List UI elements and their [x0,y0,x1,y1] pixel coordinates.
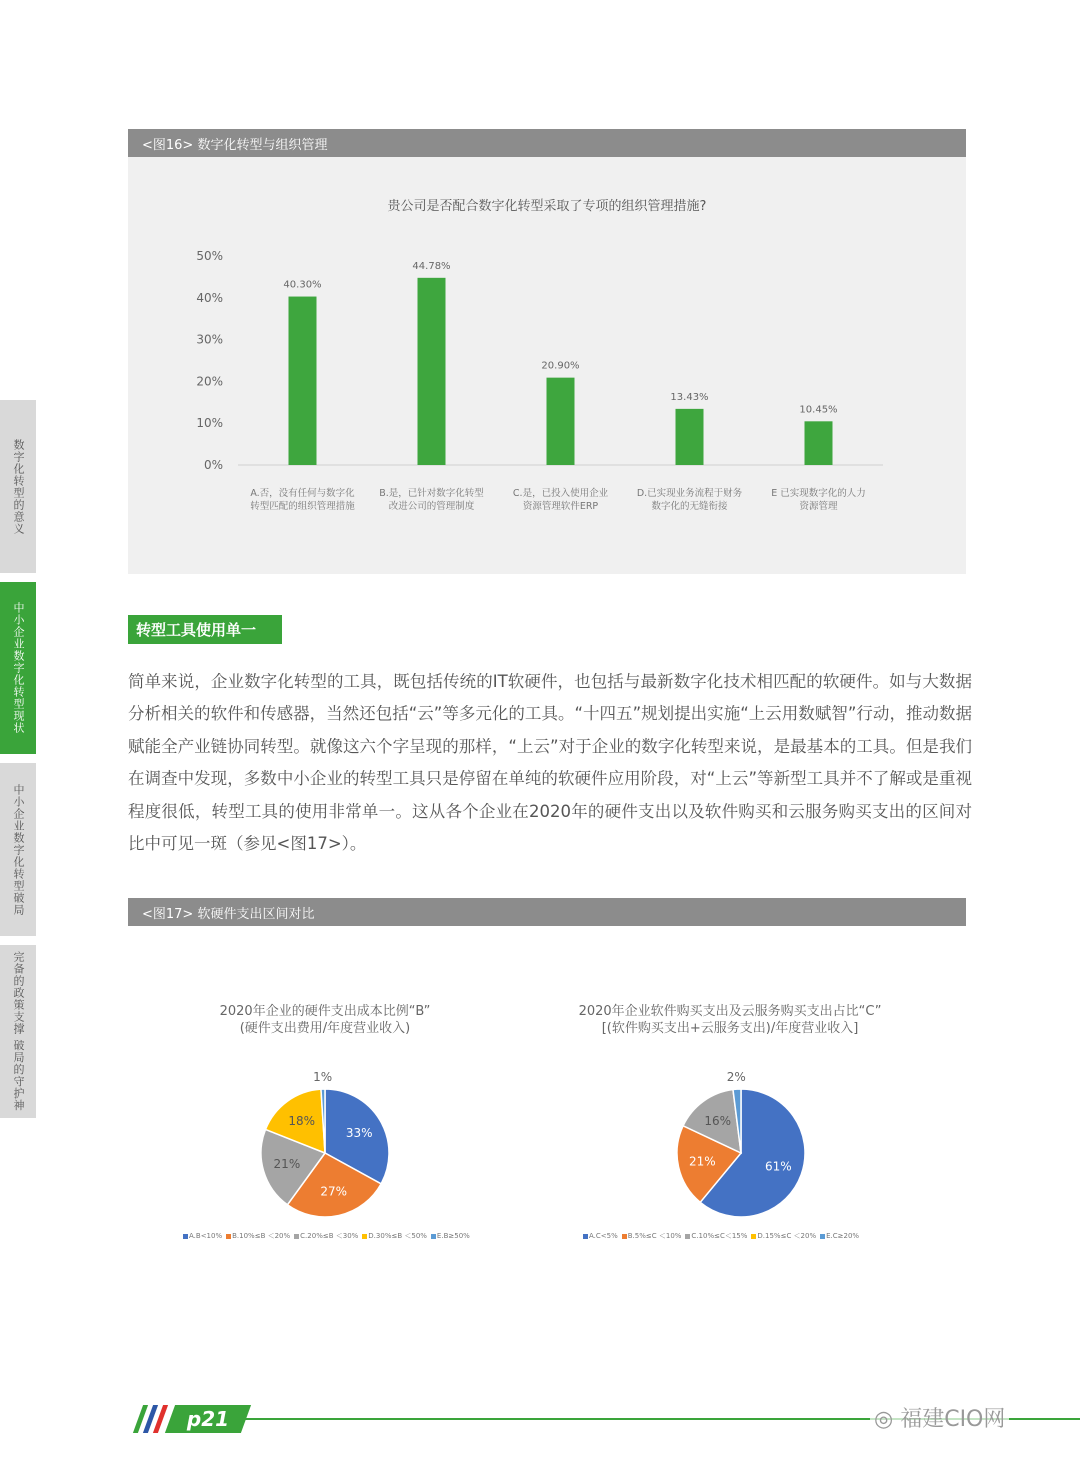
legend-label: C.10%≤C＜15% [691,1232,748,1240]
figure16-chart-area [128,157,966,574]
pie-slice-label: 2% [726,1070,746,1085]
bar [805,421,833,465]
figure17-caption: <图17> 软硬件支出区间对比 [128,898,966,926]
legend-item [751,1231,816,1241]
pie1-title [180,1003,470,1037]
bar [547,378,575,465]
x-category-label: C.是，已投入使用企业 [512,488,609,499]
pie2-title-line1: 2020年企业软件购买支出及云服务购买支出占比“C” [578,1004,882,1019]
x-category-label: D.已实现业务流程于财务 [636,488,743,499]
x-category-label: 转型匹配的组织管理措施 [250,501,355,512]
x-category-label: A.否，没有任何与数字化 [250,488,355,499]
side-tab-status[interactable] [0,582,36,754]
y-tick-label: 50% [196,249,223,263]
legend-swatch [685,1234,690,1239]
legend-swatch [751,1234,756,1239]
pie-slice-label: 16% [704,1113,732,1128]
legend-item [183,1232,222,1240]
body-paragraph: 简单来说，企业数字化转型的工具，既包括传统的IT软硬件，也包括与最新数字化技术相匹配的软硬件。如与大数据分析相关的软件和传感器，当然还包括“云”等多元化的工具。“十四五”规划提出实施“上云用数赋智”行动，推动数据赋能全产业链协同转型。就像这六个字呈现的那样，“上云”对于企业的数字化转型来说，是最基本的工具。但是我们在调查中发现，多数中小企业的转型工具只是停留在单纯的软硬件应用阶段，对“上云”等新型工具并不了解或是重视程度很低，转型工具的使用非常单一。这从各个企业在2020年的硬件支出以及软件购买和云服务购买支出的区间对比中可见一斑（参见<图17>）。 [128,672,972,854]
legend-item [820,1232,859,1240]
pie-slice-label: 27% [320,1184,347,1199]
wechat-icon: ◎ [874,1407,901,1432]
pie2-legend [583,1231,863,1241]
legend-label: E.B≥50% [436,1232,470,1240]
y-tick-label: 10% [196,416,223,431]
pie1-legend [183,1231,474,1241]
x-category-label: B.是，已针对数字化转型 [379,488,484,499]
legend-swatch [226,1234,231,1239]
pie-slice-label: 1% [313,1070,333,1085]
pie1-title-line1: 2020年企业的硬件支出成本比例“B” [219,1004,431,1019]
pie-slice-label: 21% [273,1157,301,1172]
x-category-label: 改进公司的管理制度 [388,501,475,512]
legend-label: D.30%≤B ＜50% [368,1232,427,1240]
legend-item [685,1231,747,1241]
pie-slice-label: 18% [288,1113,316,1128]
y-tick-label: 0% [203,458,223,472]
pie2-title-line2: [(软件购买支出+云服务支出)/年度营业收入] [601,1021,859,1036]
legend-item [294,1231,358,1241]
pie-slice-label: 33% [345,1125,373,1140]
x-category-label: 数字化的无缝衔接 [651,501,728,512]
chart-title: 贵公司是否配合数字化转型采取了专项的组织管理措施? [387,199,707,214]
bar [676,409,704,465]
y-tick-label: 40% [196,290,223,305]
pie-slice-label: 21% [688,1154,716,1169]
figure16-caption: <图16> 数字化转型与组织管理 [128,129,966,157]
bar-value-label: 13.43% [670,391,709,403]
x-category-label: 资源管理软件ERP [522,501,599,512]
side-tab-significance[interactable] [0,400,36,573]
legend-label: A.C<5% [589,1232,618,1240]
y-tick-label: 20% [196,374,223,389]
legend-item [583,1232,618,1240]
bar [289,297,317,465]
side-tab-breakthrough[interactable] [0,763,36,936]
bar-value-label: 10.45% [799,404,838,416]
pie-slice-label: 61% [764,1159,792,1174]
legend-item [622,1231,682,1241]
legend-label: E.C≥20% [826,1232,860,1240]
x-category-label: E 已实现数字化的人力 [771,488,866,499]
bar [418,278,446,465]
watermark-text: 福建CIO网 [900,1407,1006,1432]
legend-label: A.B<10% [189,1232,223,1240]
bar-value-label: 40.30% [283,279,322,291]
section-heading: 转型工具使用单一 [128,615,282,644]
legend-swatch [183,1234,188,1239]
bar-value-label: 20.90% [541,360,580,372]
bar-chart [128,157,966,574]
pie2-title [545,1003,915,1037]
x-category-label: 资源管理 [799,501,838,512]
legend-swatch [583,1234,588,1239]
legend-label: B.10%≤B ＜20% [232,1232,291,1240]
pie1-title-line2: (硬件支出费用/年度营业收入) [239,1021,411,1036]
legend-label: D.15%≤C ＜20% [757,1232,817,1240]
watermark [870,1402,1009,1433]
side-tab-label: 数字化转型的意义 [12,438,25,535]
bar-value-label: 44.78% [412,260,451,272]
y-tick-label: 30% [196,332,223,347]
legend-swatch [362,1234,367,1239]
page-number [165,1405,251,1433]
side-tab-label: 中小企业数字化转型破局 [12,783,25,916]
legend-item [431,1232,470,1240]
page-number-text: p21 [186,1407,230,1431]
legend-swatch [431,1234,436,1239]
legend-swatch [622,1234,627,1239]
legend-swatch [820,1234,825,1239]
side-tab-label: 中小企业数字化转型现状 [12,602,25,734]
legend-swatch [294,1234,299,1239]
legend-label: B.5%≤C ＜10% [627,1232,682,1240]
legend-item [226,1231,290,1241]
legend-item [362,1231,427,1241]
pie-charts [0,1065,1080,1265]
side-tab-label: 完备的政策支撑 破局的守护神 [12,951,25,1112]
legend-label: C.20%≤B ＜30% [300,1232,359,1240]
